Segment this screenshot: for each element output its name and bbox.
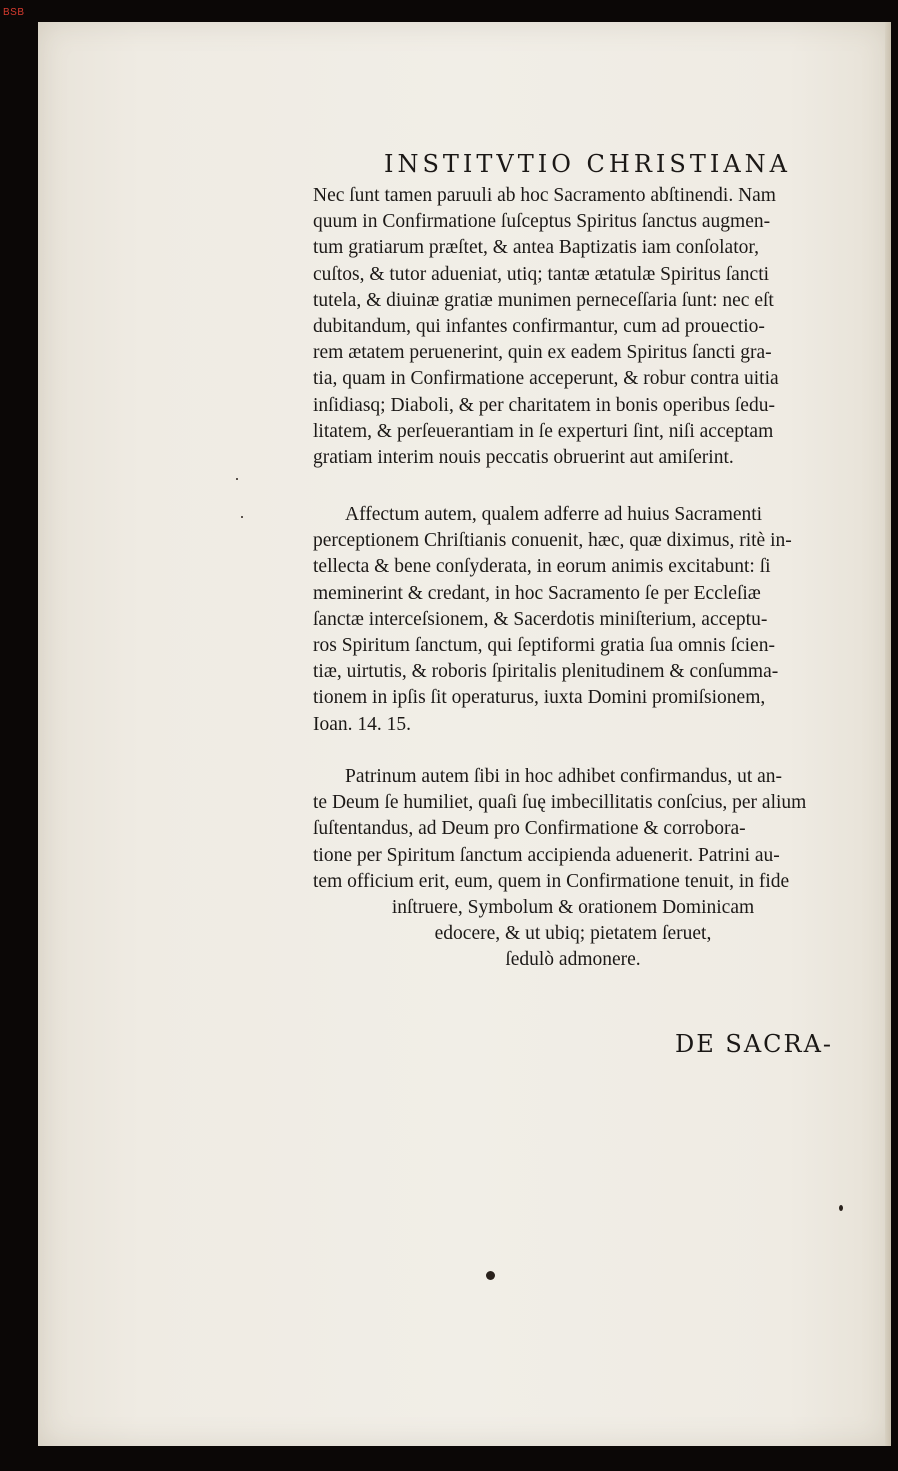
text-line: Patrinum autem ſibi in hoc adhibet confirmandus, ut an-: [345, 766, 783, 787]
text-line: ſuſtentandus, ad Deum pro Confirmatione & corrobora-: [313, 818, 746, 840]
text-line: tia, quam in Confirmatione acceperunt, & robur contra uitia: [313, 368, 779, 390]
text-line: tione per Spiritum ſanctum accipienda aduenerit. Patrini au-: [313, 844, 780, 866]
paragraph-2: [313, 502, 873, 738]
text-line: meminerint & credant, in hoc Sacramento ſe per Eccleſiæ: [313, 582, 761, 604]
library-mark: BSB: [3, 7, 25, 18]
paragraph-3: [313, 764, 873, 974]
ink-speck: [486, 1271, 495, 1280]
text-line: dubitandum, qui infantes confirmantur, cum ad prouectio-: [313, 316, 765, 338]
text-line: edocere, & ut ubiq; pietatem ſeruet,: [434, 923, 712, 945]
text-line: Affectum autem, qualem adferre ad huius Sacramenti: [345, 504, 763, 525]
text-line: te Deum ſe humiliet, quaſi ſuę imbecillitatis conſcius, per alium: [313, 792, 807, 814]
running-head: INSTITVTIO CHRISTIANA: [384, 150, 791, 178]
text-line: ſanctæ interceſsionem, & Sacerdotis miniſterium, acceptu-: [313, 608, 768, 630]
text-line: inſtruere, Symbolum & orationem Dominicam: [391, 897, 755, 919]
text-line: Ioan. 14. 15.: [313, 713, 412, 735]
text-line: quum in Confirmatione ſuſceptus Spiritus ſanctus augmen-: [313, 211, 771, 233]
text-line: tionem in ipſis ſit operaturus, iuxta Domini promiſsionem,: [313, 687, 766, 709]
text-line: inſidiasq; Diaboli, & per charitatem in bonis operibus ſedu-: [313, 394, 775, 416]
text-line: gratiam interim nouis peccatis obruerint aut amiſerint.: [313, 447, 734, 469]
text-line: cuſtos, & tutor adueniat, utiq; tantæ ætatulæ Spiritus ſancti: [313, 263, 770, 285]
ink-speck: [839, 1205, 843, 1211]
page-edge: [885, 22, 891, 1446]
text-line: ſedulò admonere.: [505, 949, 641, 971]
text-line: perceptionem Chriſtianis conuenit, hæc, quæ diximus, ritè in-: [313, 530, 792, 552]
text-line: tellecta & bene conſyderata, in eorum animis excitabunt: ſi: [313, 556, 771, 578]
text-line: rem ætatem peruenerint, quin ex eadem Spiritus ſancti gra-: [313, 342, 772, 364]
text-line: tem officium erit, eum, quem in Confirmatione tenuit, in fide: [313, 870, 790, 892]
text-line: Nec ſunt tamen paruuli ab hoc Sacramento abſtinendi. Nam: [313, 185, 776, 206]
text-line: ros Spiritum ſanctum, qui ſeptiformi gratia ſua omnis ſcien-: [313, 635, 775, 657]
text-line: tiæ, uirtutis, & roboris ſpiritalis plenitudinem & conſumma-: [313, 661, 779, 683]
text-line: tutela, & diuinæ gratiæ munimen perneceſſaria ſunt: nec eſt: [313, 289, 774, 311]
text-line: tum gratiarum præſtet, & antea Baptizatis iam conſolator,: [313, 237, 759, 259]
paragraph-1: [313, 183, 873, 471]
catchword: DE SACRA-: [675, 1030, 834, 1058]
ink-speck: [236, 478, 238, 480]
text-line: litatem, & perſeuerantiam in ſe experturi ſint, niſi acceptam: [313, 420, 774, 442]
ink-speck: [241, 516, 243, 518]
